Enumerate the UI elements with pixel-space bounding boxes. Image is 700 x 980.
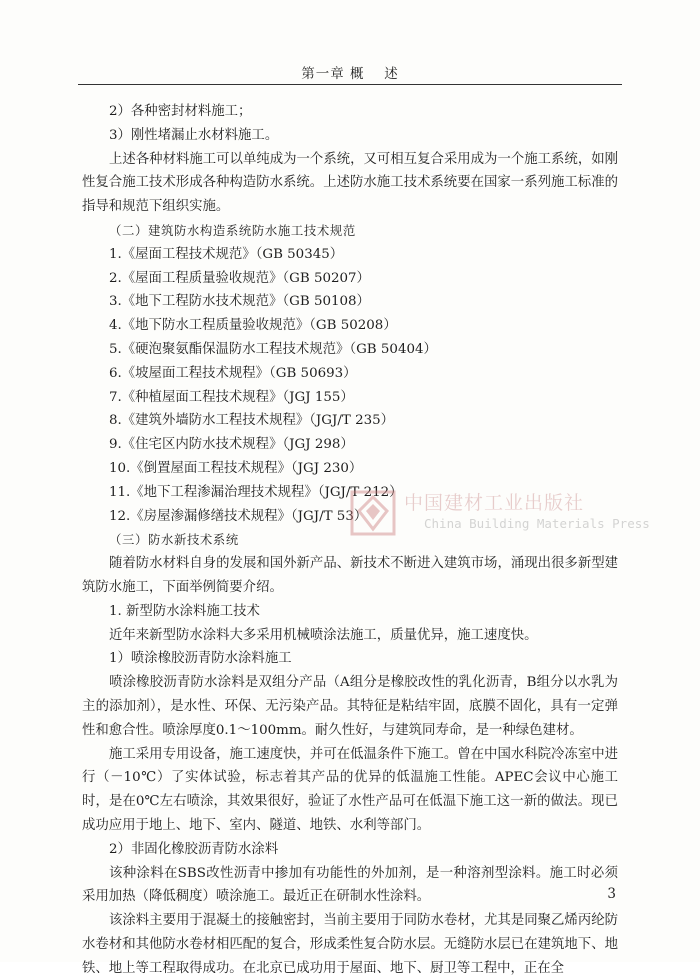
paragraph: 随着防水材料自身的发展和国外新产品、新技术不断进入建筑市场，涌现出很多新型建筑防水施工，下面举例简要介绍。 <box>82 556 618 595</box>
list-item: 2）各种密封材料施工； <box>109 104 252 119</box>
section-heading: （三）防水新技术系统 <box>109 532 239 548</box>
standard-item: 10.《倒置屋面工程技术规程》（JGJ 230） <box>109 460 363 476</box>
standard-item: 12.《房屋渗漏修缮技术规程》（JGJ/T 53） <box>109 508 368 524</box>
standard-item: 11.《地下工程渗漏治理技术规程》（JGJ/T 212） <box>109 484 403 500</box>
subsection-heading: 1）喷涂橡胶沥青防水涂料施工 <box>109 651 292 667</box>
running-header: 第一章 概 述 <box>301 66 399 82</box>
list-item: 3）刚性堵漏止水材料施工。 <box>109 127 279 143</box>
standard-item: 8.《建筑外墙防水工程技术规程》（JGJ/T 235） <box>109 413 395 429</box>
paragraph: 施工采用专用设备，施工速度快，并可在低温条件下施工。曾在中国水科院冷冻室中进行（－10℃）了实体试验，标志着其产品的优异的低温施工性能。APEC会议中心施工时，是在0℃左右喷涂，其效果很好，验证了水性产品可在低温下施工这一新的做法。现已成功应用于地上、地下、室内、隧道、地铁、水利等部门。 <box>82 746 618 833</box>
section-heading: （二）建筑防水构造系统防水施工技术规范 <box>109 222 356 238</box>
paragraph: 上述各种材料施工可以单纯成为一个系统，又可相互复合采用成为一个施工系统，如刚性复合施工技术形成各种构造防水系统。上述防水施工技术系统要在国家一系列施工标准的指导和规范下组织实施。 <box>82 151 618 215</box>
standard-item: 9.《住宅区内防水技术规程》（JGJ 298） <box>109 437 354 453</box>
watermark-chinese-text: 中国建材工业出版社 <box>404 492 585 514</box>
subsection-heading: 2）非固化橡胶沥青防水涂料 <box>109 841 279 857</box>
standard-item: 2.《屋面工程质量验收规范》（GB 50207） <box>109 270 370 286</box>
header-rule <box>78 84 622 85</box>
page-number: 3 <box>607 886 616 902</box>
paragraph: 该种涂料在SBS改性沥青中掺加有功能性的外加剂，是一种溶剂型涂料。施工时必须采用加热（降低稠度）喷涂施工。最近正在研制水性涂料。 <box>82 865 618 905</box>
standard-item: 4.《地下防水工程质量验收规范》（GB 50208） <box>109 318 397 334</box>
standard-item: 5.《硬泡聚氨酯保温防水工程技术规范》（GB 50404） <box>109 341 437 357</box>
standard-item: 1.《屋面工程技术规范》（GB 50345） <box>109 246 344 262</box>
subsection-heading: 1. 新型防水涂料施工技术 <box>109 603 260 619</box>
standard-item: 6.《坡屋面工程技术规程》（GB 50693） <box>109 365 357 381</box>
standard-item: 7.《种植屋面工程技术规程》（JGJ 155） <box>109 389 354 405</box>
body-text <box>82 100 618 980</box>
watermark-english-text: China Building Materials Press <box>424 516 650 531</box>
paragraph: 该涂料主要用于混凝土的接触密封，当前主要用于同防水卷材，尤其是同聚乙烯丙纶防水卷材和其他防水卷材相匹配的复合，形成柔性复合防水层。无缝防水层已在建筑地下、地铁、地上等工程取得成功。在北京已成功用于屋面、地下、厨卫等工程中，正在全 <box>82 913 618 976</box>
paragraph: 近年来新型防水涂料大多采用机械喷涂法施工，质量优异，施工速度快。 <box>109 627 538 643</box>
standard-item: 3.《地下工程防水技术规范》（GB 50108） <box>109 294 370 310</box>
paragraph: 喷涂橡胶沥青防水涂料是双组分产品（A组分是橡胶改性的乳化沥青，B组分以水乳为主的添加剂），是水性、环保、无污染产品。其特征是粘结牢固，底膜不固化，具有一定弹性和愈合性。喷涂厚度0.1～100mm。耐久性好，与建筑同寿命，是一种绿色建材。 <box>82 675 618 738</box>
